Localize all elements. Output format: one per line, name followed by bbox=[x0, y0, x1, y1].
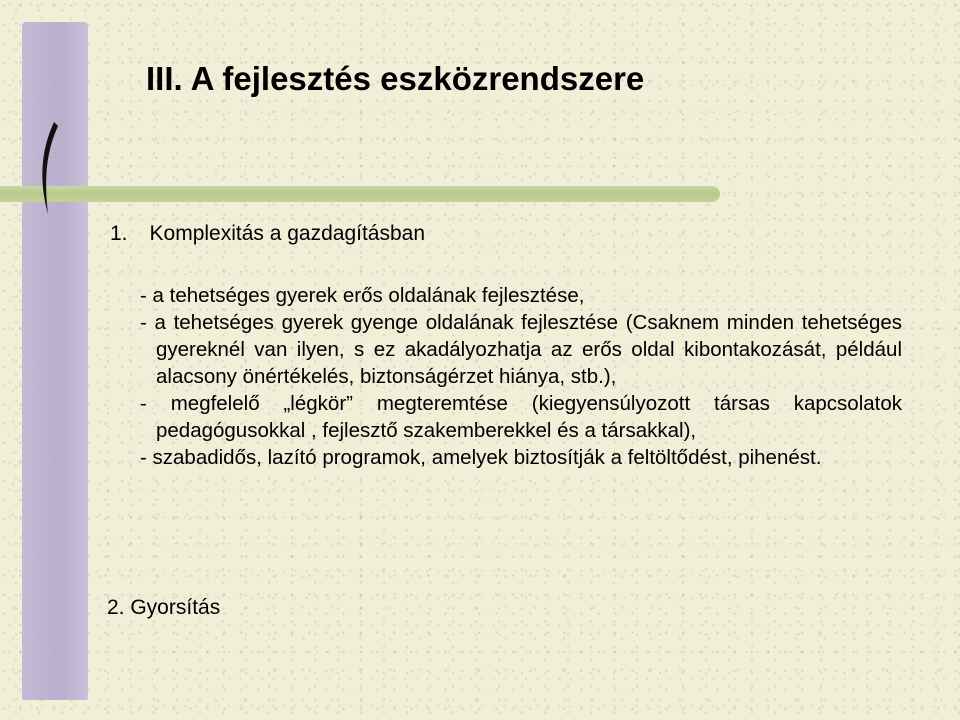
list-item: - szabadidős, lazító programok, amelyek biztosítják a feltöltődést, pihenést. bbox=[140, 446, 822, 469]
section-label: Komplexitás a gazdagításban bbox=[149, 222, 426, 245]
slide-title: III. A fejlesztés eszközrendszere bbox=[146, 60, 645, 97]
list-item: - a tehetséges gyerek gyenge oldalának fejlesztése (Csaknem minden tehetséges gyereknél van ilyen, s ez akadályozhatja az erős oldal kibontakozását, például alacsony önértékelés, biztonságérzet hiánya, stb.), bbox=[140, 311, 902, 388]
list-item: - a tehetséges gyerek erős oldalának fejlesztése, bbox=[140, 284, 585, 307]
section-heading-1 bbox=[110, 222, 425, 246]
bracket-mark-icon bbox=[32, 118, 62, 218]
decorative-green-bar bbox=[0, 186, 720, 202]
list-item: - megfelelő „légkör” megteremtése (kiegyensúlyozott társas kapcsolatok pedagógusokkal , fejlesztő szakemberekkel és a társakkal), bbox=[140, 392, 902, 442]
section-number: 1. bbox=[110, 222, 128, 245]
bullet-list bbox=[140, 282, 902, 471]
section-heading-2: 2. Gyorsítás bbox=[107, 596, 221, 619]
